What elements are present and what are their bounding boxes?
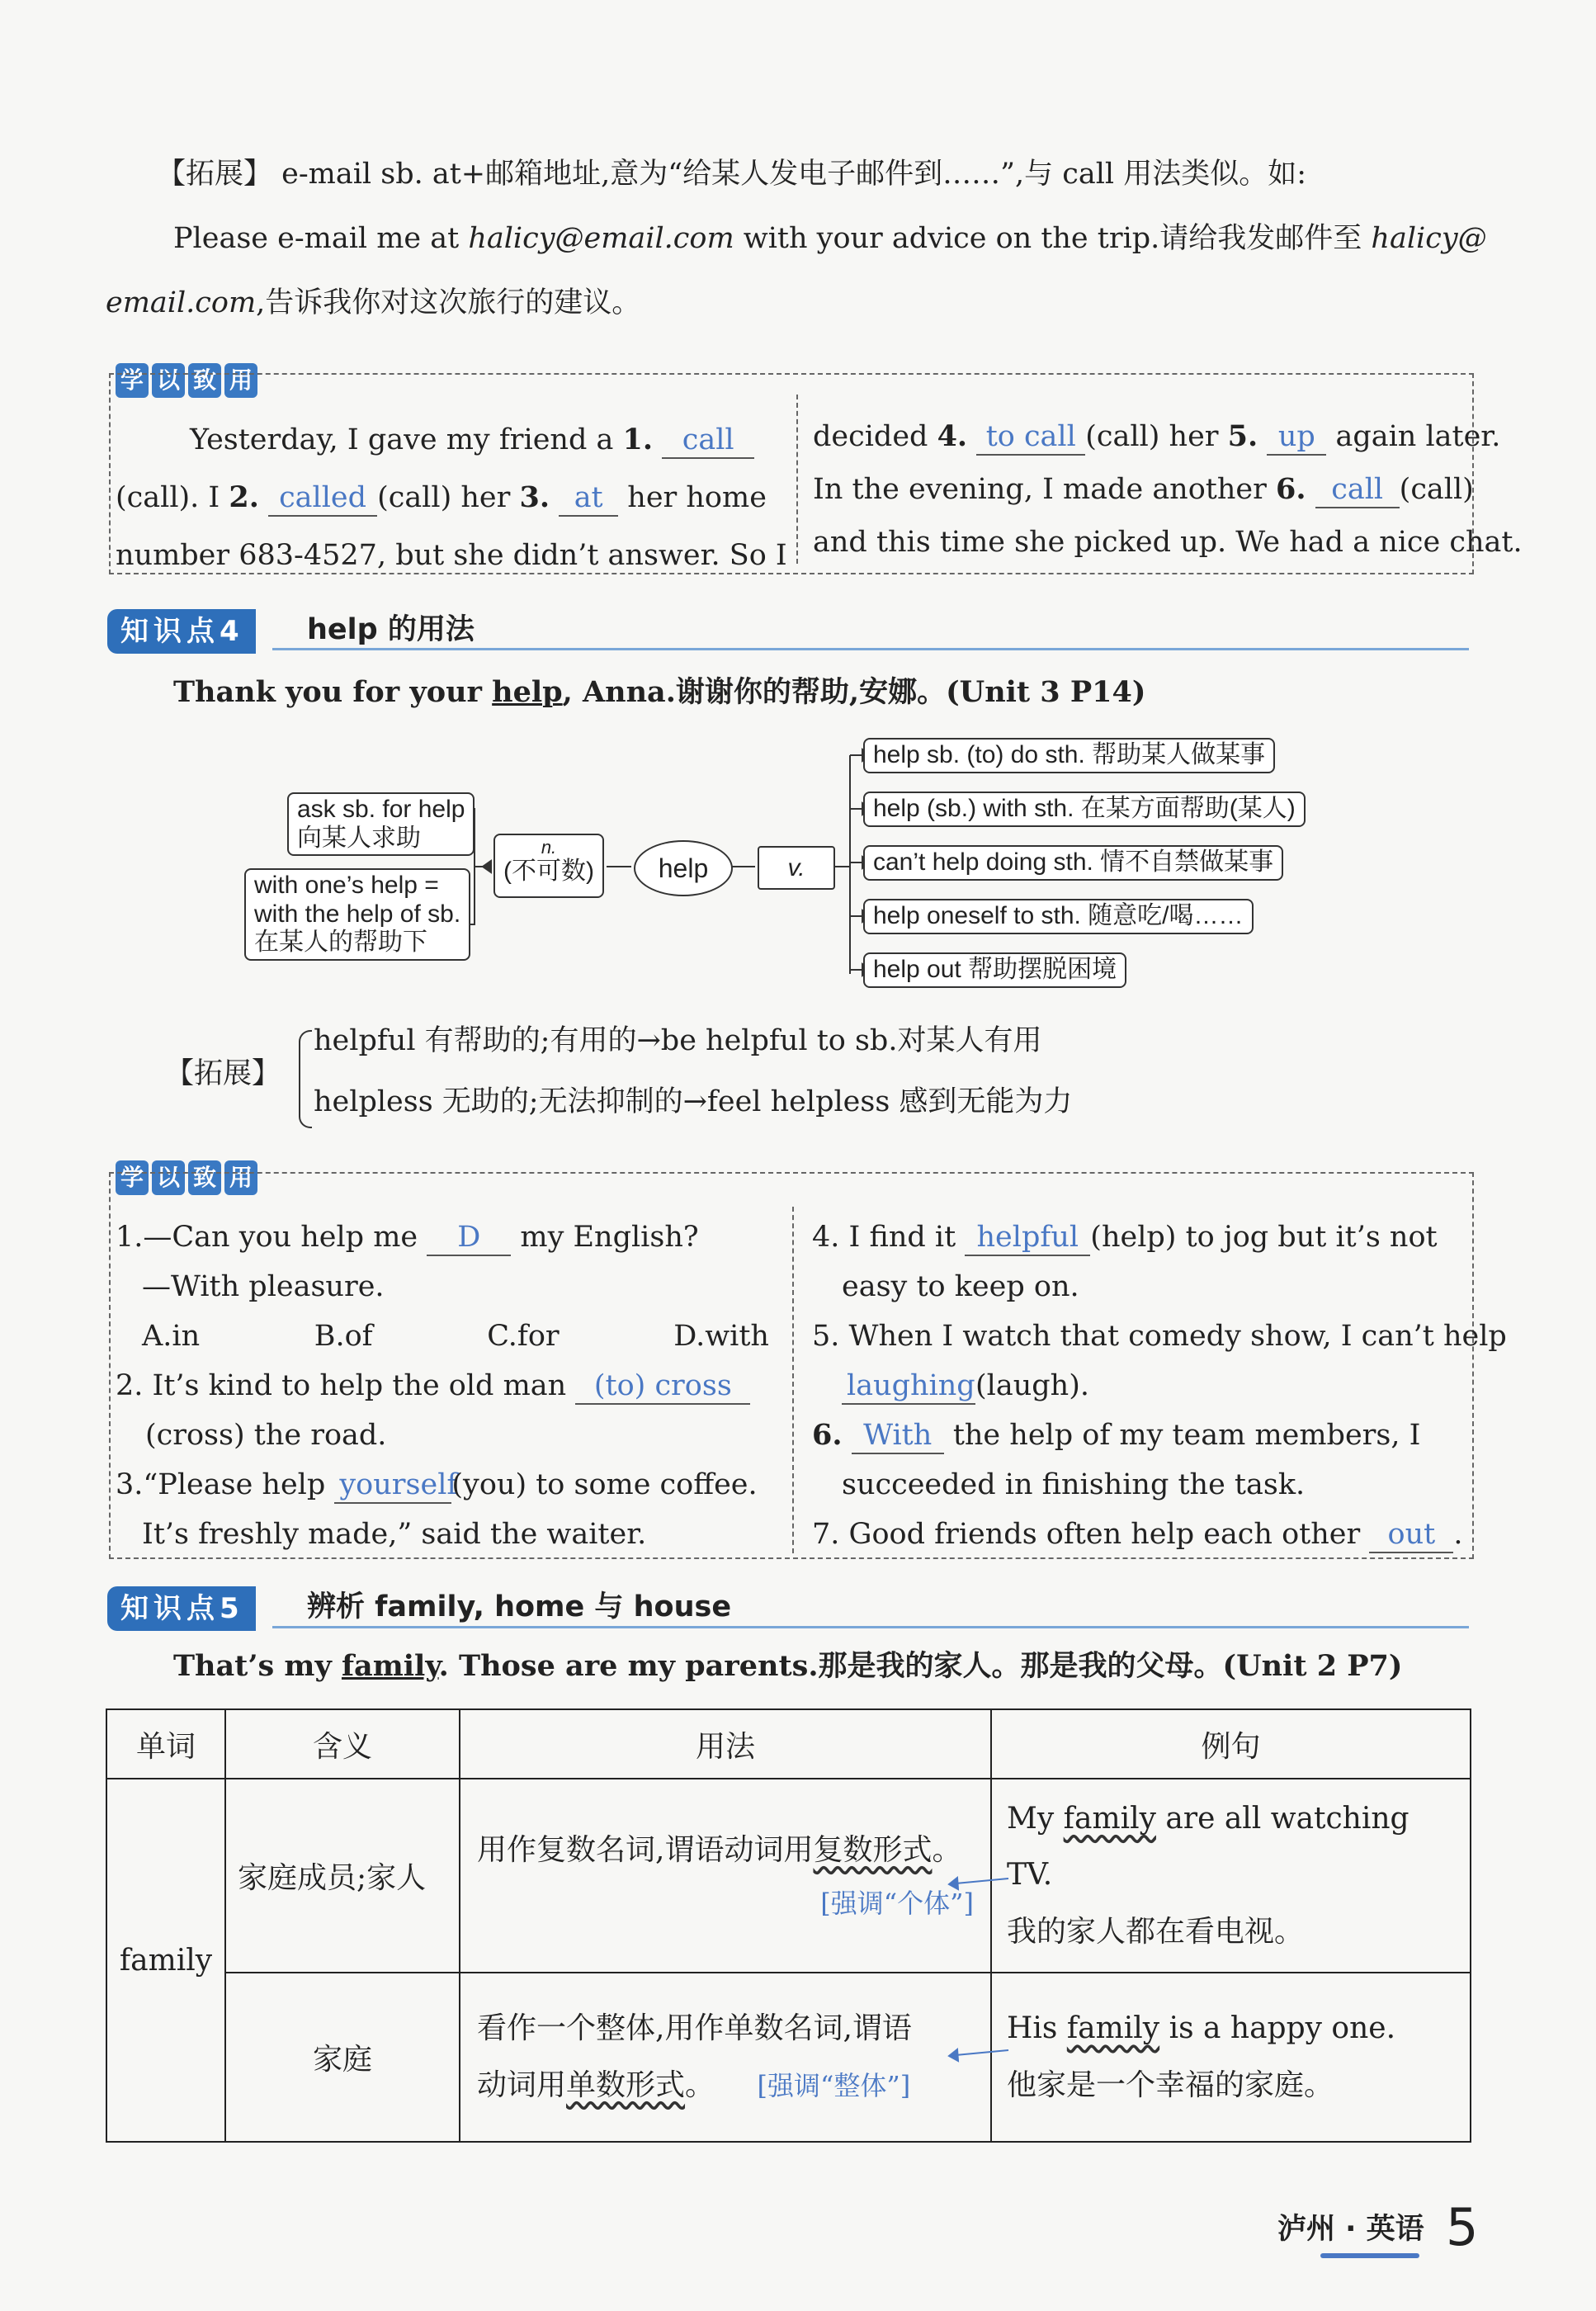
ex1-right-line-3: and this time she picked up. We had a nice chat. [813, 526, 1523, 559]
option-a[interactable]: A.in [142, 1320, 201, 1353]
answer-blank-q2[interactable]: (to) cross [575, 1368, 750, 1405]
text: . Those are my parents.那是我的家人。那是我的父母。(Unit 2 P7) [438, 1649, 1403, 1683]
text: (help) to jog but it’s not [1090, 1221, 1438, 1254]
text: (call) her [377, 481, 520, 514]
keyword: family [1063, 1802, 1156, 1836]
example-cn: 他家是一个幸福的家庭。 [1007, 2068, 1334, 2102]
text: 。 [685, 2068, 715, 2102]
text: That’s my [173, 1649, 342, 1683]
keyword: family [341, 1649, 439, 1683]
answer-blank-q6[interactable]: With [852, 1418, 944, 1454]
text: 1.—Can you help me [116, 1221, 418, 1254]
mindmap-noun-item-1 [287, 792, 475, 856]
mindmap-verb-item-4: help oneself to sth. 随意吃/喝…… [863, 899, 1254, 934]
text: ,告诉我你对这次旅行的建议。 [256, 286, 641, 319]
text: my English? [520, 1221, 699, 1254]
ex2-q5-cont [842, 1368, 1089, 1405]
extension-2-line-1: helpful 有帮助的;有用的→be helpful to sb.对某人有用 [314, 1024, 1042, 1057]
text: Yesterday, I gave my friend a [190, 423, 623, 456]
question-number: 1. [622, 423, 654, 456]
ex1-left-line-3: number 683-4527, but she didn’t answer. So I [116, 539, 787, 572]
mindmap-verb-item-2: help (sb.) with sth. 在某方面帮助(某人) [863, 792, 1306, 827]
text: 4. I find it [812, 1221, 956, 1254]
text: with the help of sb. [254, 900, 461, 928]
text: (you) to some coffee. [451, 1468, 758, 1501]
question-number: 6. [1275, 472, 1306, 506]
text: 用作复数名词,谓语动词用 [477, 1832, 814, 1867]
tag-char: 致 [188, 1160, 221, 1195]
section-title: help 的用法 [307, 613, 475, 646]
emphasis-term: 单数形式 [566, 2068, 686, 2102]
ex2-q4 [812, 1220, 1438, 1256]
ex2-q3-cont: It’s freshly made,” said the waiter. [142, 1518, 647, 1551]
answer-blank-2[interactable]: called [268, 480, 377, 517]
tag-char: 致 [188, 363, 221, 398]
extension-line-3 [106, 286, 640, 320]
text: is a happy one. [1159, 2011, 1396, 2046]
text: 2. It’s kind to help the old man [116, 1369, 567, 1402]
example-cn: 我的家人都在看电视。 [1007, 1914, 1305, 1949]
answer-blank-q4[interactable]: helpful [965, 1220, 1090, 1256]
ex2-q1 [116, 1220, 699, 1256]
ex2-q3 [116, 1467, 758, 1504]
text: (laugh). [975, 1369, 1089, 1402]
ex2-q1-reply: —With pleasure. [142, 1270, 385, 1303]
section-rule [272, 1626, 1469, 1628]
meaning-cell: 家庭 [225, 1973, 460, 2142]
extension-brace [299, 1030, 312, 1128]
question-number: 4. [937, 419, 968, 453]
section-rule [272, 648, 1469, 650]
emphasis-arrows [0, 1857, 1596, 2072]
ex1-left-line-2 [116, 480, 767, 517]
mindmap-noun-item-2 [244, 868, 470, 961]
answer-blank-6[interactable]: call [1315, 472, 1400, 508]
extension-2-label: 【拓展】 [165, 1057, 281, 1090]
column-header: 例句 [991, 1709, 1471, 1779]
answer-blank-1[interactable]: call [662, 423, 754, 459]
text: (call) [1399, 473, 1474, 506]
text: 。 [932, 1832, 962, 1867]
text: decided [813, 420, 937, 453]
text: His [1007, 2011, 1067, 2046]
email: halicy@email.com [468, 222, 734, 255]
emphasis-note: [强调“整体”] [757, 2069, 911, 2101]
ex2-q7 [812, 1517, 1462, 1553]
footer-label: 泸州 · 英语 [1277, 2213, 1424, 2246]
tag-char: 用 [224, 363, 257, 398]
keyword: help [492, 675, 563, 709]
extension-line-2 [173, 221, 1487, 256]
text: 在某人的帮助下 [254, 929, 427, 956]
table-header-row [106, 1709, 1471, 1779]
mindmap-noun-label [493, 834, 604, 898]
emphasis-note: [强调“个体”] [820, 1888, 974, 1920]
tag-char: 学 [116, 363, 149, 398]
part-of-speech: n. [541, 837, 557, 858]
column-header: 含义 [225, 1709, 460, 1779]
column-divider [792, 1207, 794, 1553]
mindmap-verb-item-5: help out 帮助摆脱困境 [863, 952, 1126, 988]
column-header: 用法 [460, 1709, 991, 1779]
question-number: 2. [229, 480, 259, 514]
mindmap-verb-label: v. [758, 846, 835, 890]
text: the help of my team members, I [952, 1419, 1421, 1452]
tag-char: 以 [152, 1160, 185, 1195]
word-cell: family [106, 1779, 225, 2142]
knowledge-point-badge: 知识点4 [107, 609, 256, 654]
ex2-q4-cont: easy to keep on. [842, 1270, 1079, 1303]
ex2-q5: 5. When I watch that comedy show, I can’t help [812, 1320, 1507, 1353]
text: 7. Good friends often help each other [812, 1518, 1361, 1551]
text: with your advice on the trip.请给我发邮件至 [734, 222, 1372, 255]
text: (call). I [116, 481, 229, 514]
keyword: family [1066, 2011, 1160, 2046]
option-c[interactable]: C.for [487, 1320, 560, 1353]
text: . [1453, 1518, 1463, 1551]
ex1-left-line-1 [190, 423, 754, 459]
option-b[interactable]: B.of [314, 1320, 373, 1353]
extension-2-line-2: helpless 无助的;无法抑制的→feel helpless 感到无能为力 [314, 1085, 1073, 1118]
text: 动词用 [477, 2068, 567, 2102]
extension-line-1: 【拓展】 e-mail sb. at+邮箱地址,意为“给某人发电子邮件到……”,与 call 用法类似。如: [157, 158, 1307, 191]
email: halicy@ [1371, 222, 1487, 255]
text: In the evening, I made another [813, 473, 1276, 506]
answer-blank-4[interactable]: to call [976, 419, 1085, 456]
text: her home [618, 481, 767, 514]
mindmap-verb-item-1: help sb. (to) do sth. 帮助某人做某事 [863, 738, 1275, 773]
text: ask sb. for help [297, 796, 465, 823]
text: My [1007, 1802, 1064, 1836]
answer-blank-q5[interactable]: laughing [842, 1368, 975, 1405]
text: , Anna.谢谢你的帮助,安娜。(Unit 3 P14) [562, 675, 1146, 709]
tag-char: 学 [116, 1160, 149, 1195]
ex1-right-line-2 [813, 472, 1474, 508]
ex1-right-line-1 [813, 419, 1500, 456]
question-number: 6. [812, 1418, 843, 1452]
usage-text: 看作一个整体,用作单数名词,谓语 [477, 2011, 912, 2046]
mindmap-verb-item-3: can’t help doing sth. 情不自禁做某事 [863, 845, 1283, 881]
question-number: 5. [1227, 419, 1258, 453]
text: 向某人求助 [297, 824, 421, 852]
text: (call) her [1085, 420, 1228, 453]
ex2-q2-cont: (cross) the road. [145, 1419, 387, 1452]
email: email.com [106, 286, 257, 319]
option-d[interactable]: D.with [673, 1320, 769, 1353]
text: Thank you for your [173, 675, 493, 709]
footer-accent [1320, 2253, 1419, 2258]
key-sentence [173, 1649, 1402, 1684]
answer-blank-q1[interactable]: D [427, 1220, 511, 1256]
section-title: 辨析 family, home 与 house [307, 1590, 732, 1623]
ex2-q1-options [142, 1319, 769, 1354]
answer-blank-q7[interactable]: out [1369, 1517, 1453, 1553]
page-number: 5 [1446, 2197, 1479, 2257]
column-divider [796, 395, 798, 564]
mindmap-center: help [634, 840, 733, 896]
column-header: 单词 [106, 1709, 225, 1779]
text: 3.“Please help [116, 1468, 326, 1501]
ex2-q2 [116, 1368, 750, 1405]
tag-char: 用 [224, 1160, 257, 1195]
tag-char: 以 [152, 363, 185, 398]
answer-blank-5[interactable]: up [1267, 419, 1326, 456]
text: are all watching TV. [1007, 1802, 1409, 1893]
text: Please e-mail me at [173, 222, 469, 255]
emphasis-term: 复数形式 [813, 1832, 933, 1867]
answer-blank-q3[interactable]: yourself [334, 1467, 451, 1504]
ex2-q6 [812, 1418, 1420, 1454]
meaning-cell: 家庭成员;家人 [225, 1779, 460, 1973]
ex2-q6-cont: succeeded in finishing the task. [842, 1468, 1306, 1501]
key-sentence [173, 675, 1145, 710]
answer-blank-3[interactable]: at [559, 480, 618, 517]
question-number: 3. [519, 480, 550, 514]
knowledge-point-badge: 知识点5 [107, 1586, 256, 1631]
text: again later. [1326, 420, 1501, 453]
text: with one’s help = [254, 872, 439, 899]
text: (不可数) [503, 858, 594, 886]
